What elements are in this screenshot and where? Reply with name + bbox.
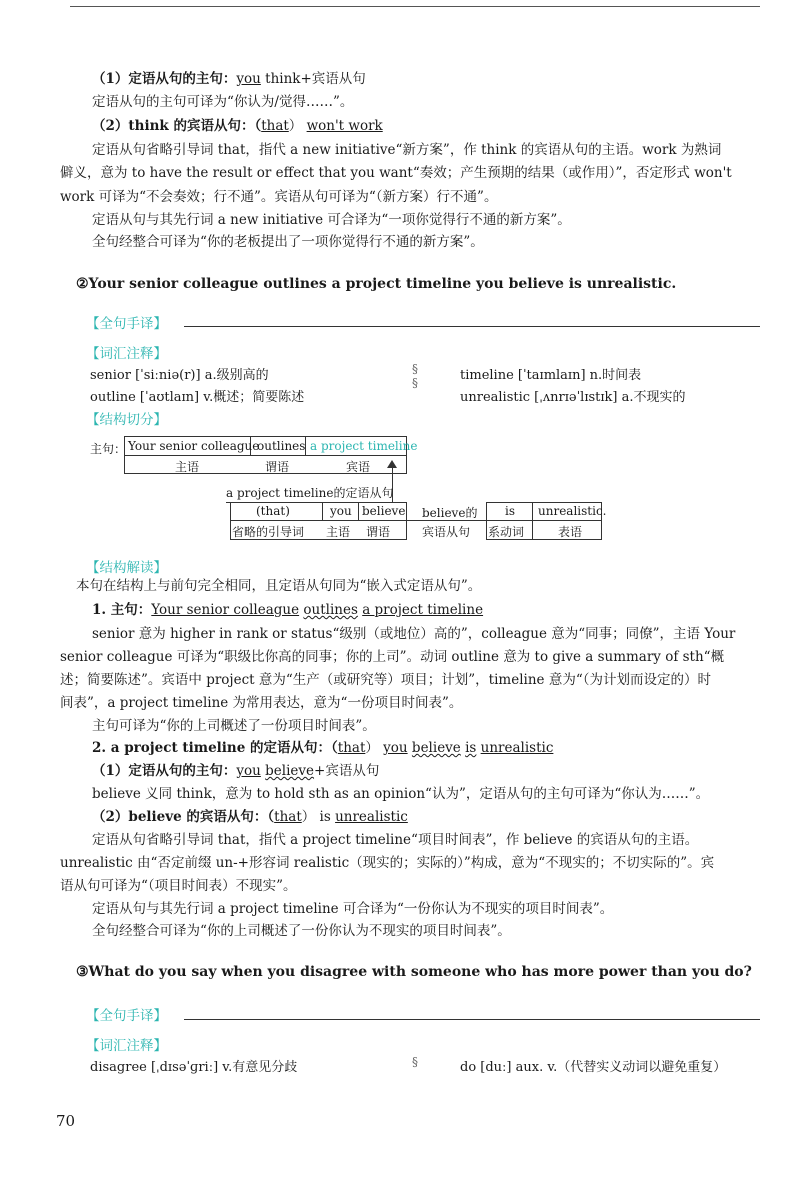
vocab-unrealistic: unrealistic [ˌʌnrɪəˈlɪstɪk] a.不现实的 — [460, 390, 686, 405]
vocab-senior: senior [ˈsiːniə(r)] a.级别高的 — [90, 368, 269, 383]
rel-you: you — [330, 504, 352, 518]
sentence-2: ②Your senior colleague outlines a project timeline you believe is unrealistic. — [76, 276, 677, 292]
top-rule — [70, 6, 760, 7]
main-verb: outlines — [257, 439, 306, 453]
vocab-outline: outline [ˈaʊtlaɪn] v.概述；简要陈述 — [90, 390, 305, 405]
tag-translate: 【全句手译】 — [86, 316, 167, 332]
rel-believe: believe — [362, 504, 406, 518]
role-verb: 谓语 — [265, 460, 290, 474]
tag-split: 【结构切分】 — [86, 412, 167, 428]
p1-line6: work 可译为“不会奏效；行不通”。宾语从句可译为“（新方案）行不通”。 — [60, 189, 498, 205]
tag-vocab-3: 【词汇注释】 — [86, 1038, 167, 1054]
analysis-sub2-heading: （2）believe 的宾语从句：（that） is unrealistic — [92, 809, 408, 825]
analysis-line5: 述；简要陈述”。宾语中 project 意为“生产（或研究等）项目；计划”，timeline 意为“（为计划而设定的）时 — [60, 672, 711, 688]
sentence-3: ③What do you say when you disagree with someone who has more power than you do? — [76, 964, 752, 980]
diagram-main-label: 主句： — [90, 442, 127, 456]
analysis-relative-heading: 2. a project timeline 的定语从句：（that） you believe is unrealistic — [92, 740, 554, 756]
analysis-line1: 本句在结构上与前句完全相同，且定语从句同为“嵌入式定语从句”。 — [76, 578, 482, 594]
p1-line5: 僻义，意为 to have the result or effect that you want“奏效；产生预期的结果（或作用）”，否定形式 won't — [60, 165, 732, 181]
arrow-head-icon — [387, 460, 397, 468]
analysis-line15: 定语从句与其先行词 a project timeline 可合译为“一份你认为不现实的项目时间表”。 — [92, 901, 614, 917]
vocab-do: do [duː] aux. v.（代替实义动词以避免重复） — [460, 1060, 727, 1075]
role-object: 宾语 — [346, 460, 371, 474]
rel-role3: 谓语 — [366, 525, 391, 539]
analysis-line3: senior 意为 higher in rank or status“级别（或地位）高的”，colleague 意为“同事；同僚”，主语 Your — [92, 626, 736, 642]
tag-analysis: 【结构解读】 — [86, 560, 167, 576]
analysis-line10: believe 义同 think，意为 to hold sth as an opinion“认为”，定语从句的主句可译为“你认为……”。 — [92, 786, 710, 802]
vocab-divider-3: § — [412, 1055, 418, 1069]
analysis-sub1-heading: （1）定语从句的主句：you believe+宾语从句 — [92, 763, 380, 779]
analysis-line4: senior colleague 可译为“职级比你高的同事；你的上司”。动词 outline 意为 to give a summary of sth“概 — [60, 649, 725, 665]
translate-blank-line[interactable] — [184, 326, 760, 327]
role-subject: 主语 — [175, 460, 200, 474]
p1-line4: 定语从句省略引导词 that，指代 a new initiative“新方案”，作 think 的宾语从句的主语。work 为熟词 — [92, 142, 722, 158]
page-number: 70 — [56, 1112, 76, 1130]
main-object: a project timeline — [310, 439, 418, 453]
analysis-line13: unrealistic 由“否定前缀 un-+形容词 realistic（现实的；实际的）”构成，意为“不现实的；不切实际的”。宾 — [60, 855, 715, 871]
p1-line2: 定语从句的主句可译为“你认为/觉得……”。 — [92, 94, 354, 110]
analysis-line7: 主句可译为“你的上司概述了一份项目时间表”。 — [92, 718, 376, 734]
p1-line7: 定语从句与其先行词 a new initiative 可合译为“一项你觉得行不通的新方案”。 — [92, 212, 571, 228]
obj-role1: 系动词 — [488, 525, 525, 539]
translate-blank-line-3[interactable] — [184, 1019, 760, 1020]
p1-line1: （1）定语从句的主句：you think+宾语从句 — [92, 71, 366, 87]
analysis-line16: 全句经整合可译为“你的上司概述了一份你认为不现实的项目时间表”。 — [92, 923, 511, 939]
rel-role2: 主语 — [326, 525, 351, 539]
obj-role2: 表语 — [558, 525, 583, 539]
rel-that: (that) — [256, 504, 290, 518]
vocab-timeline: timeline [ˈtaɪmlaɪn] n.时间表 — [460, 368, 642, 383]
tag-vocab: 【词汇注释】 — [86, 346, 167, 362]
obj-clause-label2: 宾语从句 — [422, 525, 471, 539]
p1-line3: （2）think 的宾语从句：（that） won't work — [92, 118, 383, 134]
p1-line8: 全句经整合可译为“你的老板提出了一项你觉得行不通的新方案”。 — [92, 234, 484, 250]
vocab-disagree: disagree [ˌdɪsəˈɡriː] v.有意见分歧 — [90, 1060, 298, 1075]
analysis-line14: 语从句可译为“（项目时间表）不现实”。 — [60, 878, 297, 894]
analysis-line12: 定语从句省略引导词 that，指代 a project timeline“项目时间表”，作 believe 的宾语从句的主语。 — [92, 832, 699, 848]
obj-is: is — [505, 504, 515, 518]
relative-clause-label: a project timeline的定语从句 — [226, 486, 394, 500]
vocab-divider: § § — [412, 362, 418, 390]
rel-role1: 省略的引导词 — [232, 525, 305, 539]
analysis-main-heading: 1. 主句：Your senior colleague outlines a project timeline — [92, 602, 484, 618]
obj-unrealistic: unrealistic. — [538, 504, 607, 518]
main-subject: Your senior colleague — [128, 439, 260, 453]
obj-clause-label1: believe的 — [422, 506, 478, 520]
tag-translate-3: 【全句手译】 — [86, 1008, 167, 1024]
analysis-line6: 间表”，a project timeline 为常用表达，意为“一份项目时间表”。 — [60, 695, 463, 711]
